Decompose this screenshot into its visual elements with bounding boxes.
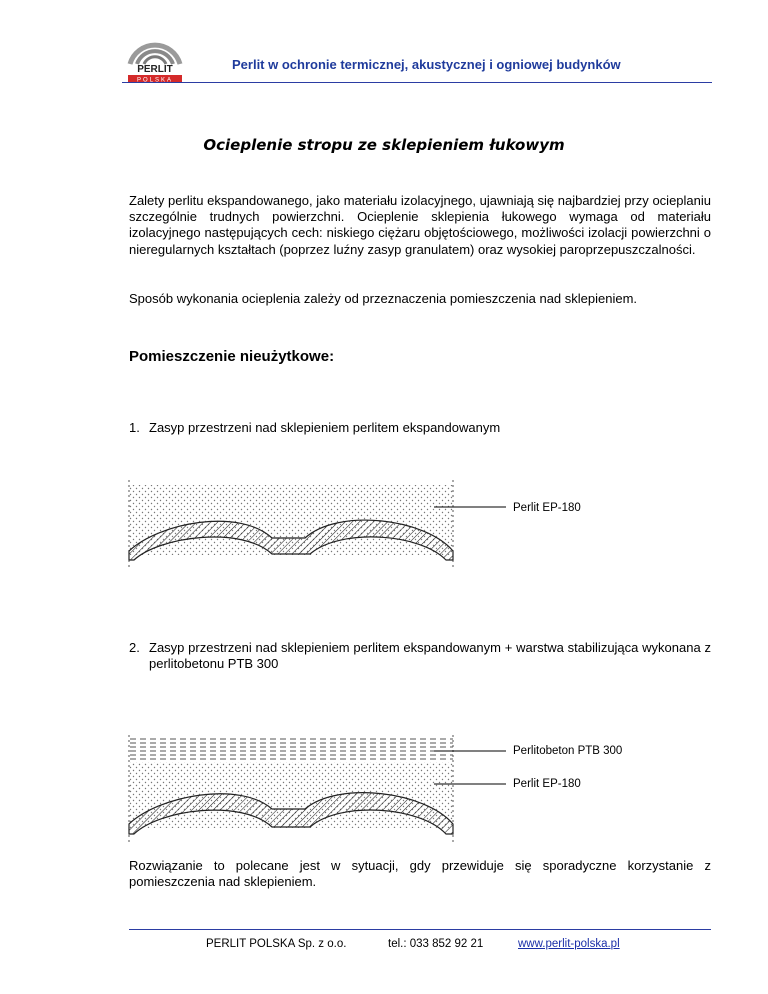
step-2-number: 2.	[129, 640, 140, 655]
diagram-1	[120, 478, 460, 570]
document-title: Ocieplenie stropu ze sklepieniem łukowym	[203, 136, 565, 154]
diagram-2	[120, 733, 460, 845]
logo-sub: POLSKA	[136, 77, 174, 84]
footer-divider	[129, 929, 711, 930]
step-2-text: Zasyp przestrzeni nad sklepieniem perlitem ekspandowanym + warstwa stabilizująca wykonana z perlitobetonu PTB 300	[149, 640, 711, 671]
footer-website-link[interactable]: www.perlit-polska.pl	[518, 938, 620, 950]
leader-line-3	[434, 781, 514, 791]
step-1-number: 1.	[129, 420, 140, 435]
header-title: Perlit w ochronie termicznej, akustycznej i ogniowej budynków	[232, 57, 621, 72]
label-perlit-ep180-2: Perlit EP-180	[513, 778, 581, 790]
method-paragraph: Sposób wykonania ocieplenia zależy od przeznaczenia pomieszczenia nad sklepieniem.	[129, 291, 638, 306]
step-1-text: Zasyp przestrzeni nad sklepieniem perlitem ekspandowanym	[149, 420, 501, 435]
label-perlitobeton-ptb300: Perlitobeton PTB 300	[513, 745, 623, 757]
perlit-logo	[122, 34, 188, 84]
logo-name: PERLIT	[137, 64, 173, 75]
footer-phone: tel.: 033 852 92 21	[388, 938, 484, 950]
intro-paragraph: Zalety perlitu ekspandowanego, jako materiału izolacyjnego, ujawniają się najbardziej przy ocieplaniu szczególnie trudnych powierzchni. Ocieplenie sklepienia łukowego wymaga od materiału izolacyjnego następujących cech: niskiego ciężaru objętościowego, możliwości izolacji powierzchni o nieregularnych kształtach (poprzez luźny zasyp granulatem) oraz wysokiej paroprzepuszczalności.	[129, 193, 711, 257]
perlitobeton-layer	[129, 737, 453, 762]
footer-company: PERLIT POLSKA Sp. z o.o.	[206, 938, 347, 950]
leader-line-2	[434, 748, 514, 758]
header-divider	[122, 82, 712, 83]
label-perlit-ep180-1: Perlit EP-180	[513, 502, 581, 514]
leader-line-1	[434, 504, 514, 514]
section-heading: Pomieszczenie nieużytkowe:	[129, 348, 335, 365]
conclusion-paragraph: Rozwiązanie to polecane jest w sytuacji, gdy przewiduje się sporadyczne korzystanie z pomieszczenia nad sklepieniem.	[129, 858, 711, 890]
